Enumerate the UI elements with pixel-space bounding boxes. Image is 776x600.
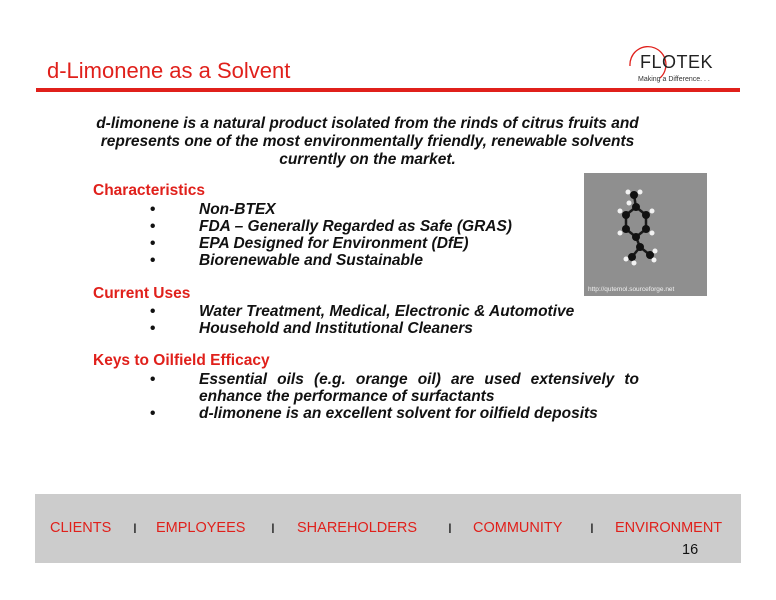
section-heading-current-uses: Current Uses	[93, 285, 191, 302]
list-item: Non-BTEX	[199, 201, 276, 218]
bullet-glyph: •	[150, 252, 156, 269]
list-item: Household and Institutional Cleaners	[199, 320, 473, 337]
image-caption: http://qutemol.sourceforge.net	[588, 286, 675, 293]
molecule-image	[584, 173, 707, 296]
bullet-glyph: •	[150, 235, 156, 252]
list-item: FDA – Generally Regarded as Safe (GRAS)	[199, 218, 512, 235]
logo-name: FLOTEK	[640, 52, 714, 72]
section-heading-characteristics: Characteristics	[93, 182, 206, 199]
bullet-glyph: •	[150, 371, 156, 388]
bullet-glyph: •	[150, 201, 156, 218]
bullet-glyph: •	[150, 320, 156, 337]
page-number: 16	[682, 542, 699, 558]
footer-item-clients: CLIENTS	[50, 520, 112, 536]
list-item: Essential oils (e.g. orange oil) are used extensively to enhance the performance of surfactants	[199, 371, 639, 405]
footer-separator: I	[133, 520, 137, 536]
footer-separator: I	[590, 520, 594, 536]
bullet-glyph: •	[150, 405, 156, 422]
footer-item-employees: EMPLOYEES	[156, 520, 246, 536]
list-item: Biorenewable and Sustainable	[199, 252, 423, 269]
footer-separator: I	[271, 520, 275, 536]
bullet-glyph: •	[150, 303, 156, 320]
footer-item-shareholders: SHAREHOLDERS	[297, 520, 418, 536]
slide-title: d-Limonene as a Solvent	[47, 58, 291, 83]
footer-bar	[35, 494, 741, 563]
footer-separator: I	[448, 520, 452, 536]
flotek-logo	[616, 38, 746, 88]
logo-tagline: Making a Difference. . .	[638, 76, 710, 83]
intro-paragraph: d-limonene is a natural product isolated from the rinds of citrus fruits and represents one of the most environmentally friendly, renewable solvents currently on the market.	[96, 115, 639, 168]
title-rule	[36, 88, 740, 92]
footer-item-community: COMMUNITY	[473, 520, 563, 536]
list-item: EPA Designed for Environment (DfE)	[199, 235, 469, 252]
bullet-glyph: •	[150, 218, 156, 235]
molecule-structure-icon	[584, 173, 707, 296]
list-item: d-limonene is an excellent solvent for oilfield deposits	[199, 405, 598, 422]
list-item: Water Treatment, Medical, Electronic & Automotive	[199, 303, 575, 320]
footer-item-environment: ENVIRONMENT	[615, 520, 723, 536]
section-heading-oilfield-efficacy: Keys to Oilfield Efficacy	[93, 352, 270, 369]
